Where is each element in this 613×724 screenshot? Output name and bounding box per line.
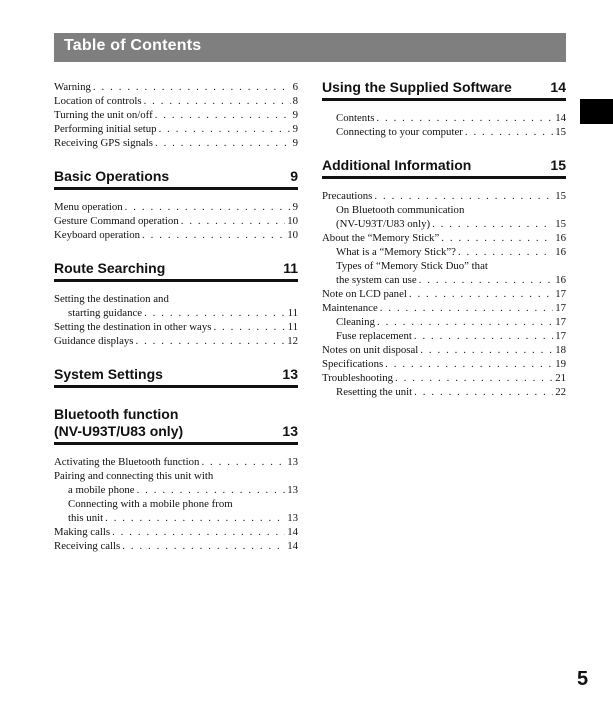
toc-entry-page: 14: [555, 112, 566, 124]
toc-entry[interactable]: [54, 200, 298, 214]
toc-entry-title: Setting the destination and: [54, 293, 169, 305]
toc-entry-title: (NV-U93T/U83 only): [336, 218, 431, 230]
toc-entry-title: Troubleshooting: [322, 372, 393, 384]
toc-entry[interactable]: [322, 125, 566, 139]
dot-leader: [144, 306, 286, 320]
toc-right-column: [322, 79, 566, 399]
section-heading-bluetooth[interactable]: [54, 406, 298, 445]
toc-entry-title: Receiving calls: [54, 540, 121, 552]
dot-leader: [441, 231, 553, 245]
section-page: 15: [550, 157, 566, 173]
section-page: 13: [282, 423, 298, 439]
toc-entry-title: Fuse replacement: [336, 330, 412, 342]
dot-leader: [465, 125, 553, 139]
dot-leader: [380, 301, 553, 315]
toc-bluetooth-list: [54, 455, 298, 553]
toc-entry-title: Cleaning: [336, 316, 375, 328]
toc-entry-page: 9: [292, 123, 298, 135]
toc-entry-title: a mobile phone: [68, 484, 135, 496]
dot-leader: [155, 136, 291, 150]
toc-entry-page: 16: [555, 232, 566, 244]
toc-entry-page: 15: [555, 218, 566, 230]
toc-entry-page: 15: [555, 190, 566, 202]
dot-leader: [144, 94, 291, 108]
toc-entry-title: Warning: [54, 81, 91, 93]
section-heading-basic-operations[interactable]: [54, 168, 298, 190]
section-page: 11: [283, 260, 298, 276]
toc-entry-title: Guidance displays: [54, 335, 134, 347]
toc-entry-page: 22: [555, 386, 566, 398]
toc-entry-title: Maintenance: [322, 302, 378, 314]
toc-entry-title: Connecting with a mobile phone from: [68, 498, 233, 510]
toc-entry-page: 17: [555, 316, 566, 328]
section-title: Basic Operations: [54, 168, 170, 184]
toc-entry[interactable]: [54, 80, 298, 94]
dot-leader: [105, 511, 285, 525]
toc-entry[interactable]: [322, 343, 566, 357]
toc-entry-title: What is a “Memory Stick”?: [336, 246, 456, 258]
toc-entry-page: 14: [287, 526, 298, 538]
toc-entry[interactable]: [322, 231, 566, 245]
dot-leader: [419, 273, 554, 287]
toc-entry-title: Keyboard operation: [54, 229, 141, 241]
toc-entry[interactable]: [54, 228, 298, 242]
toc-entry-page: 11: [287, 307, 298, 319]
page-number: 5: [577, 668, 589, 690]
dot-leader: [458, 245, 553, 259]
toc-entry-page: 9: [292, 201, 298, 213]
toc-entry-title: Precautions: [322, 190, 373, 202]
dot-leader: [414, 385, 553, 399]
toc-entry-title: On Bluetooth communication: [336, 204, 465, 216]
dot-leader: [155, 108, 291, 122]
toc-entry-title: Types of “Memory Stick Duo” that: [336, 260, 488, 272]
toc-entry-page: 15: [555, 126, 566, 138]
toc-entry-title: Specifications: [322, 358, 384, 370]
toc-entry-title: Gesture Command operation: [54, 215, 179, 227]
toc-entry-page: 19: [555, 358, 566, 370]
toc-entry: [54, 469, 298, 483]
toc-entry[interactable]: [54, 214, 298, 228]
dot-leader: [395, 371, 553, 385]
toc-software-list: [322, 111, 566, 139]
toc-entry[interactable]: [322, 329, 566, 343]
section-heading-supplied-software[interactable]: [322, 79, 566, 101]
toc-entry-page: 13: [287, 512, 298, 524]
toc-entry[interactable]: [54, 334, 298, 348]
toc-entry-title: Performing initial setup: [54, 123, 157, 135]
toc-entry[interactable]: [322, 273, 566, 287]
dot-leader: [201, 455, 285, 469]
section-title: System Settings: [54, 366, 163, 382]
toc-entry[interactable]: [54, 122, 298, 136]
dot-leader: [181, 214, 285, 228]
toc-entry-page: 11: [287, 321, 298, 333]
toc-entry-title: Making calls: [54, 526, 111, 538]
section-title: Bluetooth function (NV-U93T/U83 only): [54, 406, 184, 439]
toc-entry-title: Activating the Bluetooth function: [54, 456, 200, 468]
toc-entry[interactable]: [322, 217, 566, 231]
toc-entry-page: 16: [555, 274, 566, 286]
toc-entry[interactable]: [322, 371, 566, 385]
toc-entry-page: 9: [292, 109, 298, 121]
dot-leader: [122, 539, 285, 553]
toc-entry[interactable]: [54, 525, 298, 539]
dot-leader: [414, 329, 553, 343]
section-title: Route Searching: [54, 260, 166, 276]
toc-entry-page: 10: [287, 229, 298, 241]
toc-entry-page: 9: [292, 137, 298, 149]
toc-entry-page: 6: [292, 81, 298, 93]
toc-entry[interactable]: [54, 136, 298, 150]
toc-entry-page: 14: [287, 540, 298, 552]
toc-entry[interactable]: [322, 301, 566, 315]
toc-left-column: [54, 80, 298, 553]
section-title: Using the Supplied Software: [322, 79, 512, 95]
dot-leader: [409, 287, 553, 301]
toc-entry-page: 10: [287, 215, 298, 227]
section-heading-route-searching[interactable]: [54, 260, 298, 282]
toc-entry[interactable]: [54, 320, 298, 334]
toc-entry: [322, 259, 566, 273]
toc-entry[interactable]: [322, 357, 566, 371]
dot-leader: [376, 111, 553, 125]
toc-entry-title: Contents: [336, 112, 375, 124]
section-page: 13: [282, 366, 298, 382]
toc-additional-list: [322, 189, 566, 399]
dot-leader: [385, 357, 553, 371]
toc-entry-title: Note on LCD panel: [322, 288, 407, 300]
dot-leader: [374, 189, 553, 203]
toc-entry[interactable]: [54, 94, 298, 108]
toc-entry[interactable]: [322, 287, 566, 301]
dot-leader: [142, 228, 285, 242]
toc-entry-page: 18: [555, 344, 566, 356]
toc-entry-page: 8: [292, 95, 298, 107]
toc-entry[interactable]: [322, 111, 566, 125]
toc-entry-title: Setting the destination in other ways: [54, 321, 212, 333]
section-page: 14: [550, 79, 566, 95]
toc-entry[interactable]: [54, 306, 298, 320]
section-title: Additional Information: [322, 157, 472, 173]
toc-entry[interactable]: [54, 455, 298, 469]
page-title: Table of Contents: [64, 37, 202, 54]
toc-entry-title: the system can use: [336, 274, 417, 286]
toc-entry[interactable]: [54, 511, 298, 525]
toc-entry[interactable]: [54, 108, 298, 122]
toc-basic-list: [54, 200, 298, 242]
toc-entry-title: Pairing and connecting this unit with: [54, 470, 214, 482]
toc-entry[interactable]: [54, 483, 298, 497]
toc-entry-page: 17: [555, 302, 566, 314]
chapter-tab-marker: [580, 99, 613, 124]
toc-entry: [322, 203, 566, 217]
toc-entry[interactable]: [54, 539, 298, 553]
toc-entry-page: 13: [287, 484, 298, 496]
dot-leader: [137, 483, 286, 497]
toc-entry: [54, 292, 298, 306]
toc-entry-title: Receiving GPS signals: [54, 137, 153, 149]
toc-entry-title: this unit: [68, 512, 104, 524]
section-page: 9: [290, 168, 298, 184]
toc-entry-title: Menu operation: [54, 201, 123, 213]
section-heading-additional-information[interactable]: [322, 157, 566, 179]
toc-banner: [54, 33, 566, 62]
dot-leader: [93, 80, 291, 94]
toc-entry-title: Turning the unit on/off: [54, 109, 153, 121]
toc-entry-title: starting guidance: [68, 307, 143, 319]
toc-entry-page: 17: [555, 288, 566, 300]
toc-entry-page: 12: [287, 335, 298, 347]
toc-entry-page: 16: [555, 246, 566, 258]
toc-entry: [54, 497, 298, 511]
section-heading-system-settings[interactable]: [54, 366, 298, 388]
toc-entry[interactable]: [322, 385, 566, 399]
toc-entry-title: Resetting the unit: [336, 386, 413, 398]
toc-entry-page: 17: [555, 330, 566, 342]
toc-entry-page: 13: [287, 456, 298, 468]
dot-leader: [135, 334, 285, 348]
toc-entry[interactable]: [322, 189, 566, 203]
dot-leader: [377, 315, 553, 329]
toc-entry-title: About the “Memory Stick”: [322, 232, 440, 244]
dot-leader: [125, 200, 291, 214]
dot-leader: [432, 217, 553, 231]
toc-entry-page: 21: [555, 372, 566, 384]
toc-route-list: [54, 292, 298, 348]
toc-entry[interactable]: [322, 315, 566, 329]
toc-entry[interactable]: [322, 245, 566, 259]
dot-leader: [213, 320, 285, 334]
toc-entry-title: Location of controls: [54, 95, 142, 107]
dot-leader: [420, 343, 553, 357]
dot-leader: [112, 525, 285, 539]
toc-intro-list: [54, 80, 298, 150]
toc-entry-title: Notes on unit disposal: [322, 344, 419, 356]
dot-leader: [159, 122, 291, 136]
toc-entry-title: Connecting to your computer: [336, 126, 463, 138]
